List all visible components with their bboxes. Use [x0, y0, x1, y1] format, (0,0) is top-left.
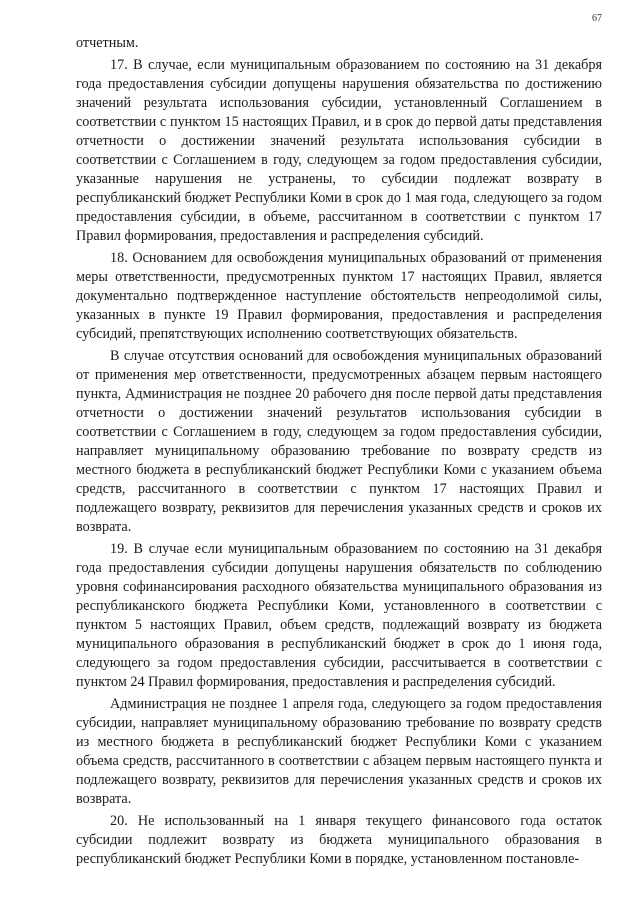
document-body [76, 34, 602, 869]
paragraph-clause-20: 20. Не использованный на 1 января текущего финансового года остаток субсидии подлежит возврату из бюджета муниципального образования в республиканский бюджет Республики Коми в порядке, установленном постановле- [76, 813, 602, 867]
paragraph-clause-18: 18. Основанием для освобождения муниципальных образований от применения меры ответственности, предусмотренных пунктом 17 настоящих Правил, является документально подтвержденное наступление обстоятельств непреодолимой силы, указанных в пункте 19 Правил формирования, предоставления и распределения субсидий, препятствующих исполнению соответствующих обязательств. [76, 250, 602, 342]
paragraph-clause-19: 19. В случае если муниципальным образованием по состоянию на 31 декабря года предоставления субсидии допущены нарушения обязательств по соблюдению уровня софинансирования расходного обязательства муниципального образования из республиканского бюджета Республики Коми, установленного в соответствии с пунктом 5 настоящих Правил, объем средств, подлежащий возврату из бюджета муниципального образования в республиканский бюджет в срок до 1 июня года, следующего за годом предоставления субсидии, рассчитывается в соответствии с пунктом 24 Правил формирования, предоставления и распределения субсидий. [76, 541, 602, 690]
paragraph-clause-17: 17. В случае, если муниципальным образованием по состоянию на 31 декабря года предоставления субсидии допущены нарушения обязательства по достижению значений результата использования субсидии, установленный Соглашением в соответствии с пунктом 15 настоящих Правил, и в срок до первой даты представления отчетности о достижении значений результата использования субсидии в соответствии с Соглашением в году, следующем за годом предоставления субсидии, указанные нарушения не устранены, то субсидии подлежат возврату в республиканский бюджет Республики Коми в срок до 1 мая года, следующего за годом предоставления субсидии, в объеме, рассчитанном в соответствии с пунктом 17 Правил формирования, предоставления и распределения субсидий. [76, 57, 602, 244]
page-number: 67 [592, 13, 602, 24]
paragraph-clause-19-part-2: Администрация не позднее 1 апреля года, следующего за годом предоставления субсидии, направляет муниципальному образованию требование по возврату средств из местного бюджета в республиканский бюджет Республики Коми с указанием объема средств, рассчитанного в соответствии с абзацем первым настоящего пункта и подлежащего возврату, реквизитов для перечисления указанных средств и сроков их возврата. [76, 696, 602, 807]
paragraph-continuation: отчетным. [76, 35, 139, 51]
paragraph-clause-18-part-2: В случае отсутствия оснований для освобождения муниципальных образований от применения мер ответственности, предусмотренных абзацем первым настоящего пункта, Администрация не позднее 20 рабочего дня после первой даты представления отчетности о достижении значений результатов использования субсидии в соответствии с Соглашением в году, следующем за годом предоставления субсидии, направляет муниципальному образованию требование по возврату средств из местного бюджета в республиканский бюджет Республики Коми с указанием объема средств, рассчитанного в соответствии с пунктом 17 настоящих Правил и подлежащего возврату, реквизитов для перечисления указанных средств и сроков их возврата. [76, 348, 602, 535]
